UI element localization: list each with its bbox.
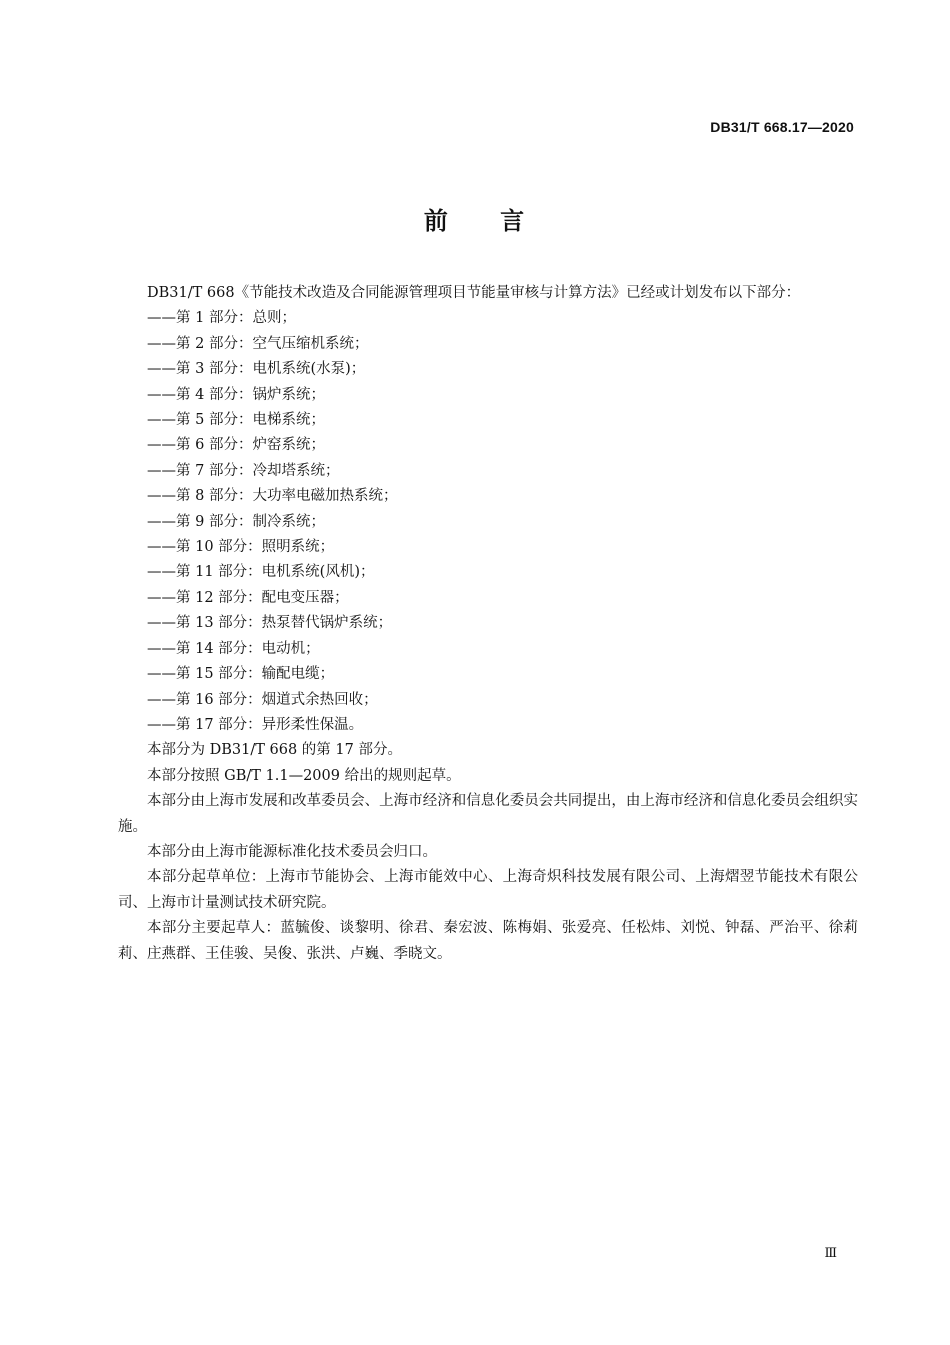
list-item: ——第 11 部分：电机系统(风机)；: [147, 564, 375, 581]
list-item: ——第 13 部分：热泵替代锅炉系统；: [147, 615, 393, 632]
drafting-units-paragraph: 本部分起草单位：上海市节能协会、上海市能效中心、上海奇炽科技发展有限公司、上海熠翌节能技术有限公司、上海市计量测试技术研究院。: [118, 869, 858, 911]
drafters-paragraph: 本部分主要起草人：蓝毓俊、谈黎明、徐君、秦宏波、陈梅娟、张爱亮、任松炜、刘悦、钟磊、严治平、徐莉莉、庄燕群、王佳骏、吴俊、张洪、卢巍、季晓文。: [118, 920, 858, 962]
list-item: ——第 17 部分：异形柔性保温。: [147, 716, 364, 733]
list-item: ——第 7 部分：冷却塔系统；: [147, 462, 340, 479]
intro-paragraph: DB31/T 668《节能技术改造及合同能源管理项目节能量审核与计算方法》已经或计划发布以下部分：: [147, 285, 801, 301]
part-number-paragraph: 本部分为 DB31/T 668 的第 17 部分。: [147, 742, 402, 759]
foreword-body: [118, 281, 858, 967]
page-number: Ⅲ: [824, 1246, 837, 1261]
list-item: ——第 1 部分：总则；: [147, 310, 296, 327]
committee-paragraph: 本部分由上海市能源标准化技术委员会归口。: [147, 843, 437, 860]
list-item: ——第 3 部分：电机系统(水泵)；: [147, 361, 366, 378]
list-item: ——第 15 部分：输配电缆；: [147, 666, 335, 683]
list-item: ——第 16 部分：烟道式余热回收；: [147, 691, 378, 708]
list-item: ——第 2 部分：空气压缩机系统；: [147, 335, 369, 352]
list-item: ——第 9 部分：制冷系统；: [147, 513, 325, 530]
list-item: ——第 6 部分：炉窑系统；: [147, 437, 325, 454]
list-item: ——第 14 部分：电动机；: [147, 640, 320, 657]
page-title: 前 言: [423, 207, 527, 235]
list-item: ——第 4 部分：锅炉系统；: [147, 386, 325, 403]
list-item: ——第 5 部分：电梯系统；: [147, 412, 325, 429]
list-item: ——第 12 部分：配电变压器；: [147, 589, 349, 606]
parts-list: [118, 306, 858, 738]
proposer-paragraph: 本部分由上海市发展和改革委员会、上海市经济和信息化委员会共同提出，由上海市经济和信息化委员会组织实施。: [118, 793, 858, 835]
drafting-rules-paragraph: 本部分按照 GB/T 1.1—2009 给出的规则起草。: [147, 767, 461, 784]
list-item: ——第 10 部分：照明系统；: [147, 539, 335, 556]
standard-code: DB31/T 668.17—2020: [710, 119, 854, 135]
list-item: ——第 8 部分：大功率电磁加热系统；: [147, 488, 398, 505]
